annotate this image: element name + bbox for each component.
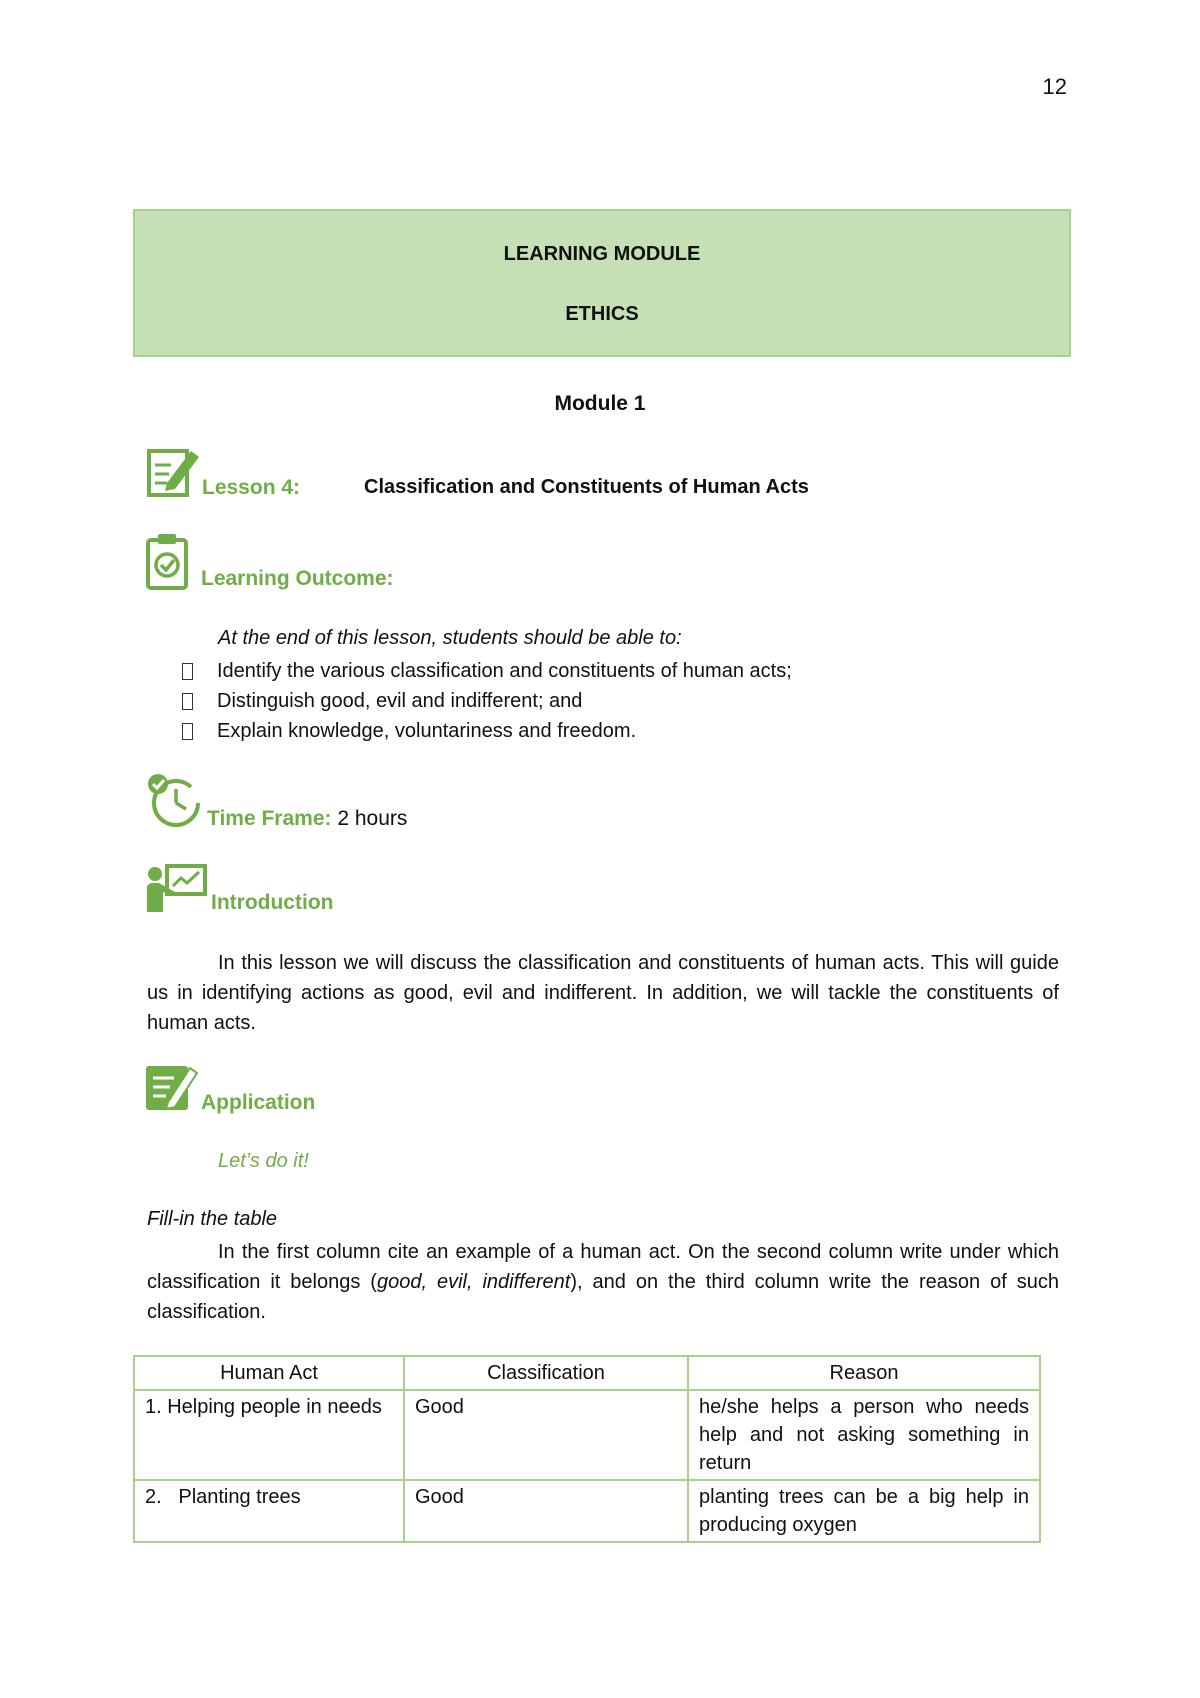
application-heading: Application: [201, 1091, 316, 1114]
table-cell: Good: [404, 1390, 688, 1480]
column-header: Reason: [688, 1356, 1040, 1390]
learning-outcome-intro: At the end of this lesson, students should be able to:: [218, 627, 682, 649]
time-frame-value: 2 hours: [337, 807, 408, 830]
lesson-title: Classification and Constituents of Human Acts: [364, 476, 809, 498]
list-item: Identify the various classification and constituents of human acts;: [182, 656, 792, 686]
bullet-box-icon: [182, 723, 193, 740]
task-instructions: In the first column cite an example of a human act. On the second column write under which classification it belongs (good, evil, indifferent), and on the third column write the reason of such classification.: [147, 1241, 1059, 1323]
presentation-icon: [145, 862, 209, 914]
learning-outcome-heading: Learning Outcome:: [201, 567, 394, 590]
edit-document-icon: [145, 443, 201, 499]
table-cell: he/she helps a person who needs help and not asking something in return: [688, 1390, 1040, 1480]
task-title: Fill-in the table: [147, 1208, 278, 1230]
application-subheading: Let’s do it!: [218, 1150, 309, 1172]
table-row: [134, 1480, 1040, 1542]
page-number: 12: [1042, 74, 1067, 99]
human-acts-table: [133, 1355, 1041, 1543]
banner-subject: ETHICS: [565, 303, 639, 325]
timer-check-icon: [144, 771, 204, 831]
table-row: [134, 1390, 1040, 1480]
banner-title: LEARNING MODULE: [503, 243, 701, 265]
list-item: Explain knowledge, voluntariness and freedom.: [182, 716, 792, 746]
table-cell: 2. Planting trees: [134, 1480, 404, 1542]
introduction-heading: Introduction: [211, 891, 334, 914]
module-banner: [133, 209, 1071, 357]
list-item: Distinguish good, evil and indifferent; and: [182, 686, 792, 716]
column-header: Classification: [404, 1356, 688, 1390]
time-frame-label: Time Frame:: [207, 807, 332, 830]
table-header-row: [134, 1356, 1040, 1390]
lesson-label: Lesson 4:: [202, 476, 301, 499]
table-cell: 1. Helping people in needs: [134, 1390, 404, 1480]
column-header: Human Act: [134, 1356, 404, 1390]
module-title: Module 1: [554, 392, 646, 415]
time-frame: [207, 807, 407, 831]
bullet-box-icon: [182, 693, 193, 710]
bullet-box-icon: [182, 663, 193, 680]
clipboard-check-icon: [144, 532, 192, 592]
introduction-text: In this lesson we will discuss the classification and constituents of human acts. This will guide us in identifying actions as good, evil and indifferent. In addition, we will tackle the constituents of human acts.: [147, 952, 1059, 1034]
table-cell: planting trees can be a big help in producing oxygen: [688, 1480, 1040, 1542]
learning-outcome-list: [182, 656, 792, 746]
table-cell: Good: [404, 1480, 688, 1542]
notepad-pen-icon: [144, 1062, 198, 1114]
